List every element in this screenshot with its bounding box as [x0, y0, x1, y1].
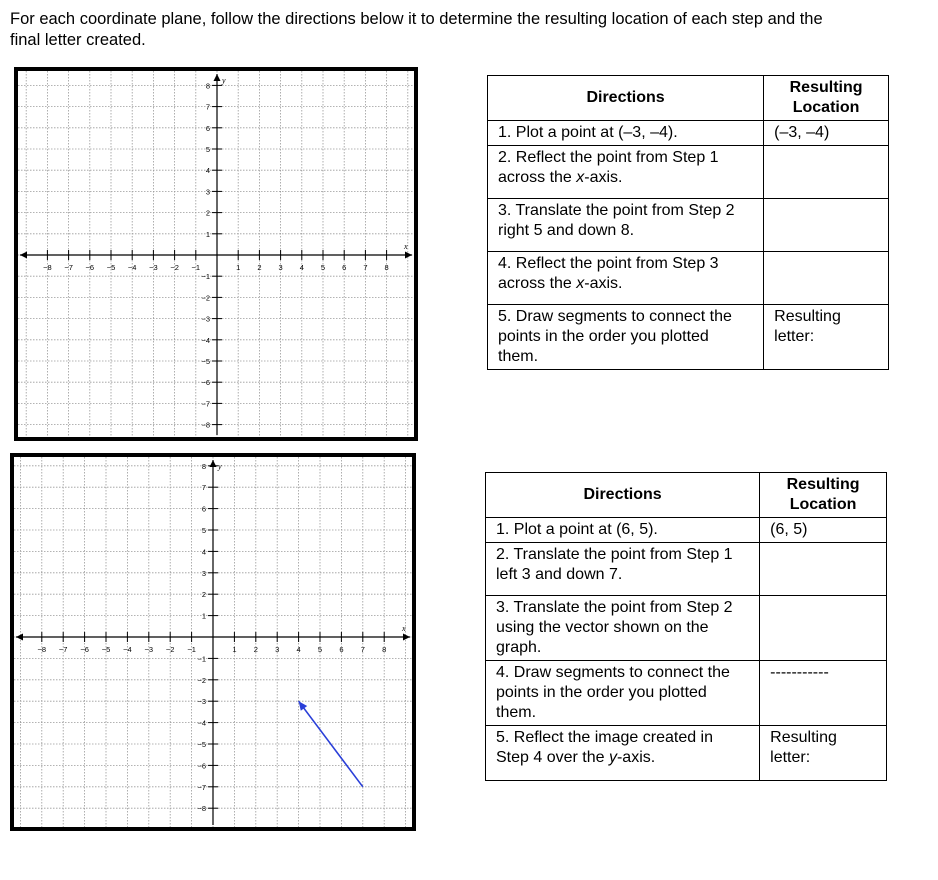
result-header-2: Resulting Location [760, 473, 887, 518]
y-axis-label: y [218, 462, 222, 471]
x-tick-label: 2 [257, 263, 262, 272]
y-tick-label: −1 [197, 654, 206, 664]
result-header: Resulting Location [764, 76, 889, 121]
step-4: 4. Reflect the point from Step 3 across the x-axis. [488, 252, 764, 305]
x-tick-label: 4 [299, 263, 304, 272]
grid-1-svg[interactable] [18, 71, 414, 437]
y-tick-label: 7 [205, 102, 210, 112]
coordinate-plane-1[interactable] [14, 67, 418, 441]
x-tick-label: 2 [253, 645, 258, 654]
x-tick-label: −7 [64, 263, 73, 272]
y-tick-label: 4 [205, 166, 210, 176]
x-tick-label: −1 [187, 645, 196, 654]
p2-result-3[interactable] [760, 596, 887, 661]
grid-2-svg[interactable] [14, 457, 412, 827]
x-tick-label: −3 [144, 645, 154, 654]
result-1[interactable]: (–3, –4) [764, 121, 889, 146]
step-2: 2. Reflect the point from Step 1 across the x-axis. [488, 146, 764, 199]
result-4[interactable] [764, 252, 889, 305]
x-tick-label: −3 [149, 263, 158, 272]
x-tick-label: −4 [127, 263, 137, 272]
step-3: 3. Translate the point from Step 2 right 5 and down 8. [488, 199, 764, 252]
x-tick-label: 8 [384, 263, 389, 272]
y-tick-label: 2 [205, 208, 210, 218]
y-tick-label: 6 [205, 123, 210, 133]
y-tick-label: −4 [201, 335, 210, 345]
x-axis-arrow-icon [16, 634, 23, 641]
step-5: 5. Draw segments to connect the points in the order you plotted them. [488, 305, 764, 370]
step-1: 1. Plot a point at (–3, –4). [488, 121, 764, 146]
p2-step-4: 4. Draw segments to connect the points in the order you plotted them. [486, 661, 760, 726]
directions-header-2: Directions [486, 473, 760, 518]
y-tick-label: 3 [201, 568, 206, 578]
x-tick-label: 1 [232, 645, 237, 654]
x-tick-label: −2 [165, 645, 175, 654]
p2-step-5: 5. Reflect the image created in Step 4 over the y-axis. [486, 726, 760, 781]
y-tick-label: −5 [197, 740, 206, 749]
y-tick-label: −1 [201, 272, 210, 282]
x-tick-label: 1 [236, 263, 241, 272]
x-tick-label: −5 [101, 645, 111, 654]
x-tick-label: 5 [320, 263, 326, 272]
x-tick-label: −2 [170, 263, 179, 272]
y-tick-label: 8 [205, 81, 210, 91]
x-tick-label: 6 [342, 263, 347, 272]
x-axis-arrow-icon [403, 634, 410, 641]
y-tick-label: −3 [201, 314, 210, 324]
y-tick-label: −6 [197, 761, 206, 771]
result-3[interactable] [764, 199, 889, 252]
x-tick-label: −4 [123, 645, 132, 654]
y-tick-label: 5 [201, 526, 206, 535]
x-tick-label: −6 [85, 263, 95, 272]
x-tick-label: −8 [43, 263, 52, 272]
x-axis-arrow-icon [405, 252, 412, 259]
p2-result-1[interactable]: (6, 5) [760, 518, 887, 543]
y-tick-label: −6 [201, 378, 210, 388]
y-tick-label: 2 [201, 590, 206, 600]
x-axis-label: x [402, 624, 406, 633]
directions-table-1 [487, 75, 889, 370]
y-tick-label: 7 [201, 483, 206, 493]
x-axis-label: x [404, 242, 408, 251]
p2-result-4[interactable]: ----------- [760, 661, 887, 726]
result-2[interactable] [764, 146, 889, 199]
x-tick-label: 4 [296, 645, 301, 654]
p2-step-3: 3. Translate the point from Step 2 using the vector shown on the graph. [486, 596, 760, 661]
p2-step-1: 1. Plot a point at (6, 5). [486, 518, 760, 543]
x-tick-label: 7 [360, 645, 365, 654]
x-tick-label: 3 [275, 645, 280, 654]
p2-step-2: 2. Translate the point from Step 1 left 3 and down 7. [486, 543, 760, 596]
y-tick-label: −3 [197, 697, 206, 707]
y-tick-label: 4 [201, 547, 206, 557]
result-5[interactable]: Resulting letter: [764, 305, 889, 370]
y-tick-label: 8 [201, 461, 206, 471]
vector-arrowhead-icon [299, 701, 308, 711]
y-tick-label: −8 [197, 804, 206, 814]
x-tick-label: 5 [317, 645, 323, 654]
y-tick-label: −4 [197, 718, 206, 728]
y-tick-label: 3 [205, 187, 210, 197]
y-tick-label: 6 [201, 504, 206, 514]
x-tick-label: 7 [363, 263, 368, 272]
x-tick-label: −6 [80, 645, 89, 654]
directions-table-2 [485, 472, 887, 781]
y-tick-label: −5 [201, 357, 210, 366]
p2-result-2[interactable] [760, 543, 887, 596]
y-tick-label: 5 [205, 145, 210, 154]
coordinate-plane-2[interactable] [10, 453, 416, 831]
x-axis-arrow-icon [20, 252, 27, 259]
y-tick-label: 1 [205, 229, 210, 239]
y-axis-arrow-icon [214, 74, 221, 81]
x-tick-label: 6 [339, 645, 344, 654]
instructions-text: For each coordinate plane, follow the directions below it to determine the resulting location of each step and the final letter created. [10, 10, 823, 49]
y-tick-label: −7 [197, 782, 206, 792]
y-tick-label: −7 [201, 399, 210, 409]
y-tick-label: 1 [201, 611, 206, 621]
x-tick-label: −8 [37, 645, 47, 654]
y-tick-label: −2 [197, 675, 206, 685]
y-axis-label: y [222, 76, 226, 85]
x-tick-label: 3 [278, 263, 283, 272]
directions-header: Directions [488, 76, 764, 121]
x-tick-label: 8 [382, 645, 387, 654]
y-tick-label: −2 [201, 293, 210, 303]
x-tick-label: −5 [106, 263, 116, 272]
p2-result-5[interactable]: Resulting letter: [760, 726, 887, 781]
x-tick-label: −7 [58, 645, 68, 654]
y-tick-label: −8 [201, 420, 210, 430]
x-tick-label: −1 [191, 263, 201, 272]
